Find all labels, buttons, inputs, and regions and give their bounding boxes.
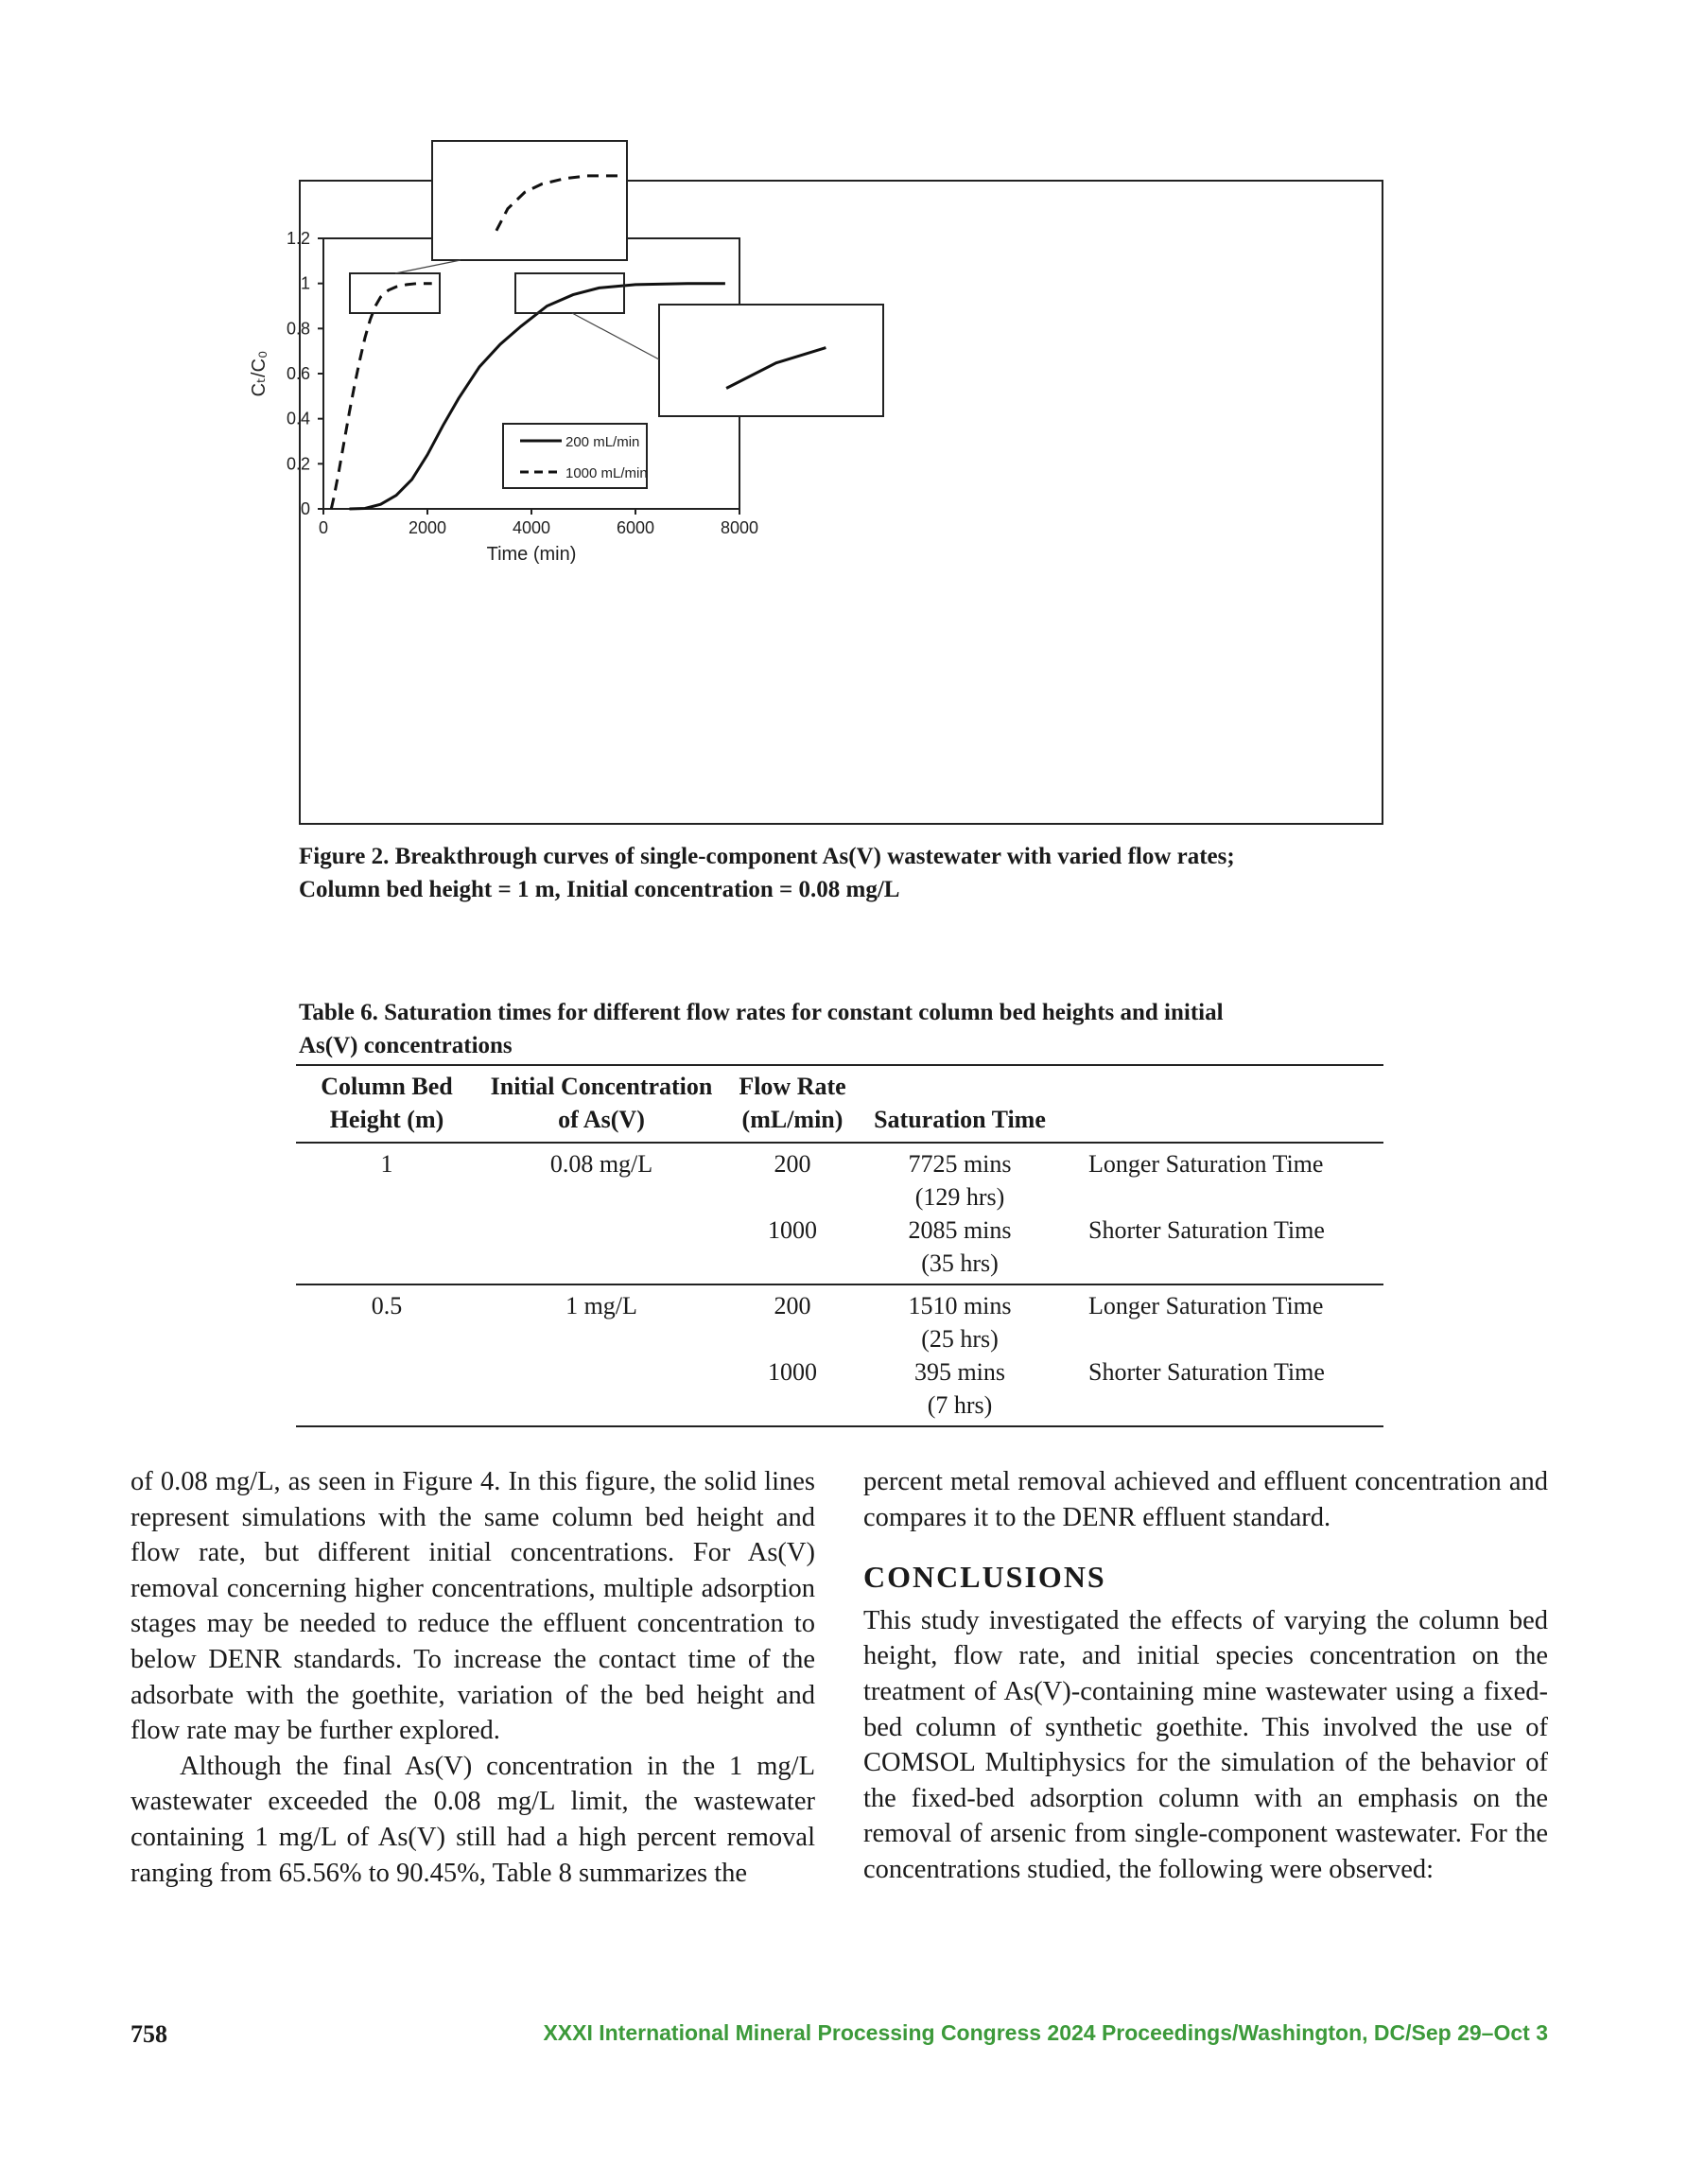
inset-connector-line bbox=[395, 260, 461, 273]
cell-concentration: 1 mg/L bbox=[565, 1292, 637, 1319]
cell-note: Shorter Saturation Time bbox=[1088, 1216, 1325, 1244]
y-tick-label: 0.4 bbox=[286, 409, 310, 428]
header-note bbox=[1060, 1065, 1383, 1143]
cell-flow-rate: 1000 bbox=[768, 1216, 817, 1244]
y-axis-label: Cₜ/C₀ bbox=[249, 350, 270, 397]
cell-note: Longer Saturation Time bbox=[1088, 1292, 1324, 1319]
table-group-0-5m bbox=[296, 1284, 1383, 1426]
cell-flow-rate: 200 bbox=[774, 1150, 811, 1178]
zoom-region-box bbox=[350, 273, 440, 313]
legend-label: 200 mL/min bbox=[565, 434, 640, 450]
x-tick-label: 2000 bbox=[408, 518, 447, 537]
running-footer-title: XXXI International Mineral Processing Congress 2024 Proceedings/Washington, DC/Sep 29–Oct 3 bbox=[543, 2020, 1548, 2045]
cell-flow-rate: 1000 bbox=[768, 1358, 817, 1386]
header-initial-concentration: Initial Concentration of As(V) bbox=[490, 1073, 713, 1133]
cell-height bbox=[296, 1214, 478, 1284]
header-column-bed-height: Column Bed Height (m) bbox=[321, 1073, 453, 1133]
cell-saturation-time: 395 mins (7 hrs) bbox=[913, 1358, 1006, 1419]
conclusions-heading: CONCLUSIONS bbox=[863, 1560, 1106, 1595]
y-tick-label: 1 bbox=[300, 273, 310, 293]
cell-flow-rate: 200 bbox=[774, 1292, 811, 1319]
cell-note: Shorter Saturation Time bbox=[1088, 1358, 1325, 1386]
inset-connector-line bbox=[572, 313, 659, 359]
cell-note: Longer Saturation Time bbox=[1088, 1150, 1324, 1178]
inset-panel bbox=[432, 141, 627, 260]
breakthrough-chart bbox=[249, 182, 1382, 823]
table-row bbox=[296, 1214, 1383, 1284]
table-group-1m bbox=[296, 1143, 1383, 1284]
x-tick-label: 4000 bbox=[512, 518, 551, 537]
x-axis-label: Time (min) bbox=[486, 544, 577, 565]
y-tick-label: 0 bbox=[300, 499, 310, 518]
inset-panel bbox=[659, 305, 883, 416]
header-saturation-time: Saturation Time bbox=[874, 1106, 1046, 1133]
cell-concentration bbox=[478, 1355, 725, 1426]
cell-height: 1 bbox=[380, 1150, 393, 1178]
figure-caption-line-1: Figure 2. Breakthrough curves of single-component As(V) wastewater with varied flow rates; bbox=[299, 844, 1235, 869]
left-text-column bbox=[130, 1464, 815, 1891]
page-number: 758 bbox=[130, 2020, 167, 2048]
table-caption-line-1: Table 6. Saturation times for different flow rates for constant column bed heights and initial bbox=[299, 1000, 1224, 1025]
right-text-column bbox=[863, 1464, 1548, 1888]
cell-saturation-time: 2085 mins (35 hrs) bbox=[908, 1216, 1012, 1277]
cell-height: 0.5 bbox=[371, 1292, 403, 1319]
zoom-region-box bbox=[515, 273, 624, 313]
cell-concentration: 0.08 mg/L bbox=[549, 1150, 653, 1178]
table-row bbox=[296, 1143, 1383, 1214]
paragraph: percent metal removal achieved and effluent concentration and compares it to the DENR effluent standard. bbox=[863, 1467, 1548, 1532]
paragraph: of 0.08 mg/L, as seen in Figure 4. In this figure, the solid lines represent simulations with the same column bed height and flow rate, but different initial concentrations. For As(V) removal concerning higher concentrations, multiple adsorption stages may be needed to reduce the effluent concentration to below DENR standards. To increase the contact time of the adsorbate with the goethite, variation of the bed height and flow rate may be further explored. bbox=[130, 1467, 815, 1746]
x-tick-label: 0 bbox=[318, 518, 329, 537]
saturation-times-table bbox=[296, 1064, 1383, 1427]
y-tick-label: 0.6 bbox=[286, 364, 310, 383]
cell-saturation-time: 7725 mins (129 hrs) bbox=[908, 1150, 1012, 1211]
cell-concentration bbox=[478, 1214, 725, 1284]
y-tick-label: 0.2 bbox=[286, 454, 310, 474]
paragraph: Although the final As(V) concentration in the 1 mg/L wastewater exceeded the 0.08 mg/L limit, the wastewater containing 1 mg/L of As(V) still had a high percent removal ranging from 65.56% to 90.45%, Table 8 summarizes the bbox=[130, 1751, 815, 1888]
y-tick-label: 1.2 bbox=[286, 229, 310, 248]
series-line-1000-ml-min bbox=[331, 284, 431, 509]
x-tick-label: 6000 bbox=[616, 518, 655, 537]
y-tick-label: 0.8 bbox=[286, 319, 310, 339]
cell-saturation-time: 1510 mins (25 hrs) bbox=[908, 1292, 1012, 1353]
table-caption bbox=[299, 996, 1386, 1062]
table-row bbox=[296, 1355, 1383, 1426]
header-flow-rate: Flow Rate (mL/min) bbox=[739, 1073, 846, 1133]
figure-caption bbox=[299, 840, 1386, 906]
cell-height bbox=[296, 1355, 478, 1426]
legend-label: 1000 mL/min bbox=[565, 465, 648, 481]
figure-frame bbox=[249, 180, 1383, 825]
table-header-row bbox=[296, 1065, 1383, 1143]
x-tick-label: 8000 bbox=[720, 518, 759, 537]
paragraph: This study investigated the effects of varying the column bed height, flow rate, and initial species concentration on the treatment of As(V)-containing mine wastewater using a fixed-bed column of synthetic goethite. This involved the use of COMSOL Multiphysics for the simulation of the behavior of the fixed-bed adsorption column with an emphasis on the removal of arsenic from single-component wastewater. For the concentrations studied, the following were observed: bbox=[863, 1605, 1548, 1884]
table-row bbox=[296, 1284, 1383, 1355]
table-caption-line-2: As(V) concentrations bbox=[299, 1033, 513, 1058]
figure-caption-line-2: Column bed height = 1 m, Initial concentration = 0.08 mg/L bbox=[299, 877, 900, 902]
